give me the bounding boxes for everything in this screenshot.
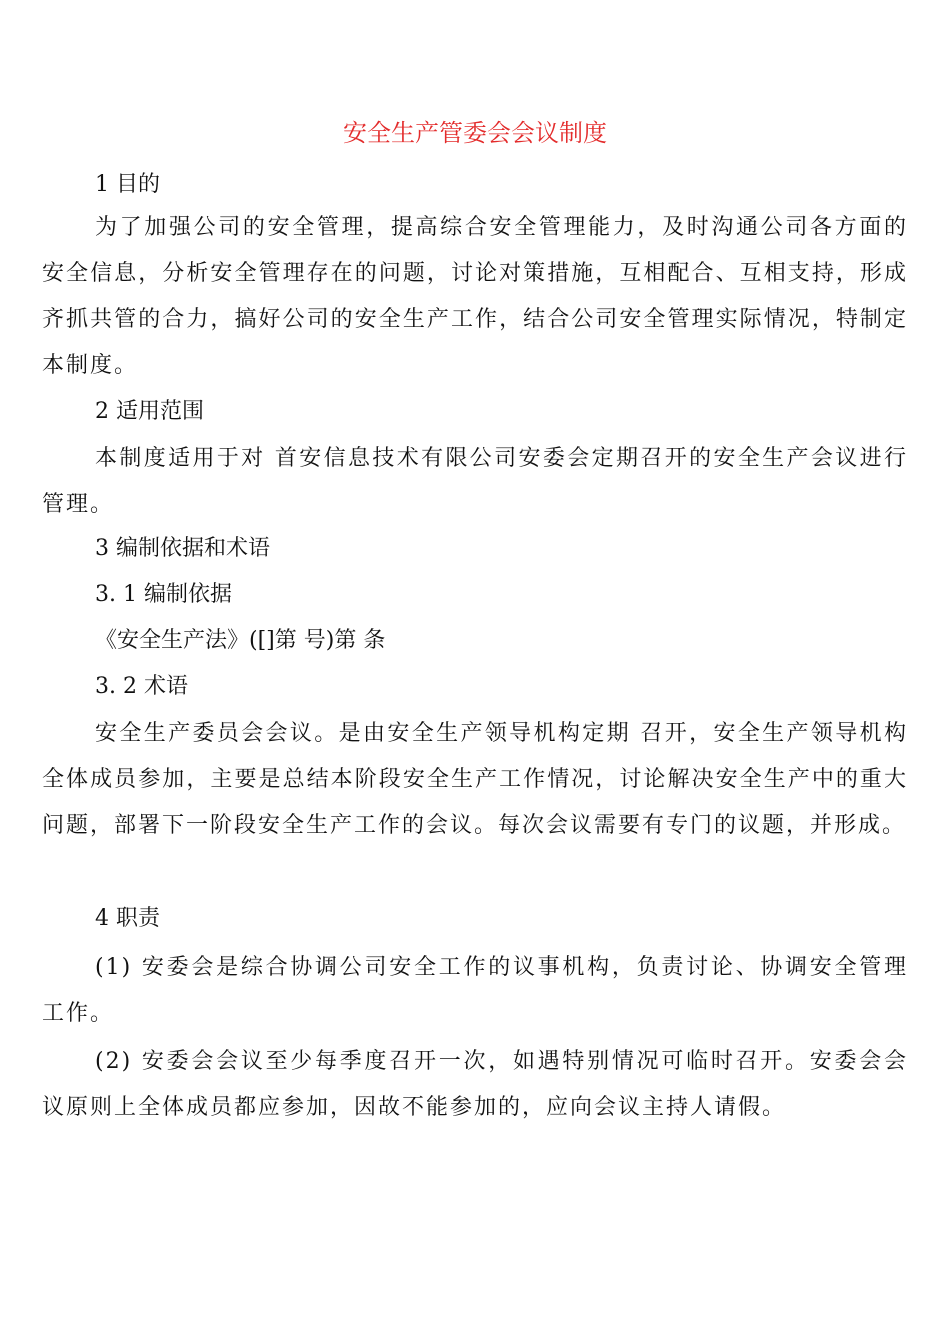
subsection-heading-basis: 3. 1 编制依据 (95, 582, 232, 607)
section-text-purpose: 为了加强公司的安全管理，提高综合安全管理能力，及时沟通公司各方面的安全信息，分析安全管理存在的问题，讨论对策措施，互相配合、互相支持，形成齐抓共管的合力，搞好公司的安全生产工作，结合公司安全管理实际情况，特制定本制度。 (42, 215, 908, 378)
section-heading-duties: 4 职责 (95, 906, 160, 931)
subsection-text-terms: 安全生产委员会会议。是由安全生产领导机构定期 召开，安全生产领导机构全体成员参加，主要是总结本阶段安全生产工作情况，讨论解决安全生产中的重大问题，部署下一阶段安全生产工作的会议。每次会议需要有专门的议题，并形成。 (42, 721, 908, 838)
subsection-text-basis: 《安全生产法》([]第 号)第 条 (95, 628, 386, 653)
section-heading-basis-terms: 3 编制依据和术语 (95, 536, 270, 561)
duty-item-1: (1) 安委会是综合协调公司安全工作的议事机构，负责讨论、协调安全管理工作。 (42, 955, 908, 1026)
duty-item-2: (2) 安委会会议至少每季度召开一次，如遇特别情况可临时召开。安委会会议原则上全体成员都应参加，因故不能参加的，应向会议主持人请假。 (42, 1049, 908, 1120)
section-heading-scope: 2 适用范围 (95, 399, 204, 424)
section-text-scope: 本制度适用于对 首安信息技术有限公司安委会定期召开的安全生产会议进行管理。 (42, 446, 908, 517)
subsection-heading-terms: 3. 2 术语 (95, 674, 188, 699)
document-title: 安全生产管委会会议制度 (343, 119, 607, 147)
section-heading-purpose: 1 目的 (95, 172, 160, 197)
